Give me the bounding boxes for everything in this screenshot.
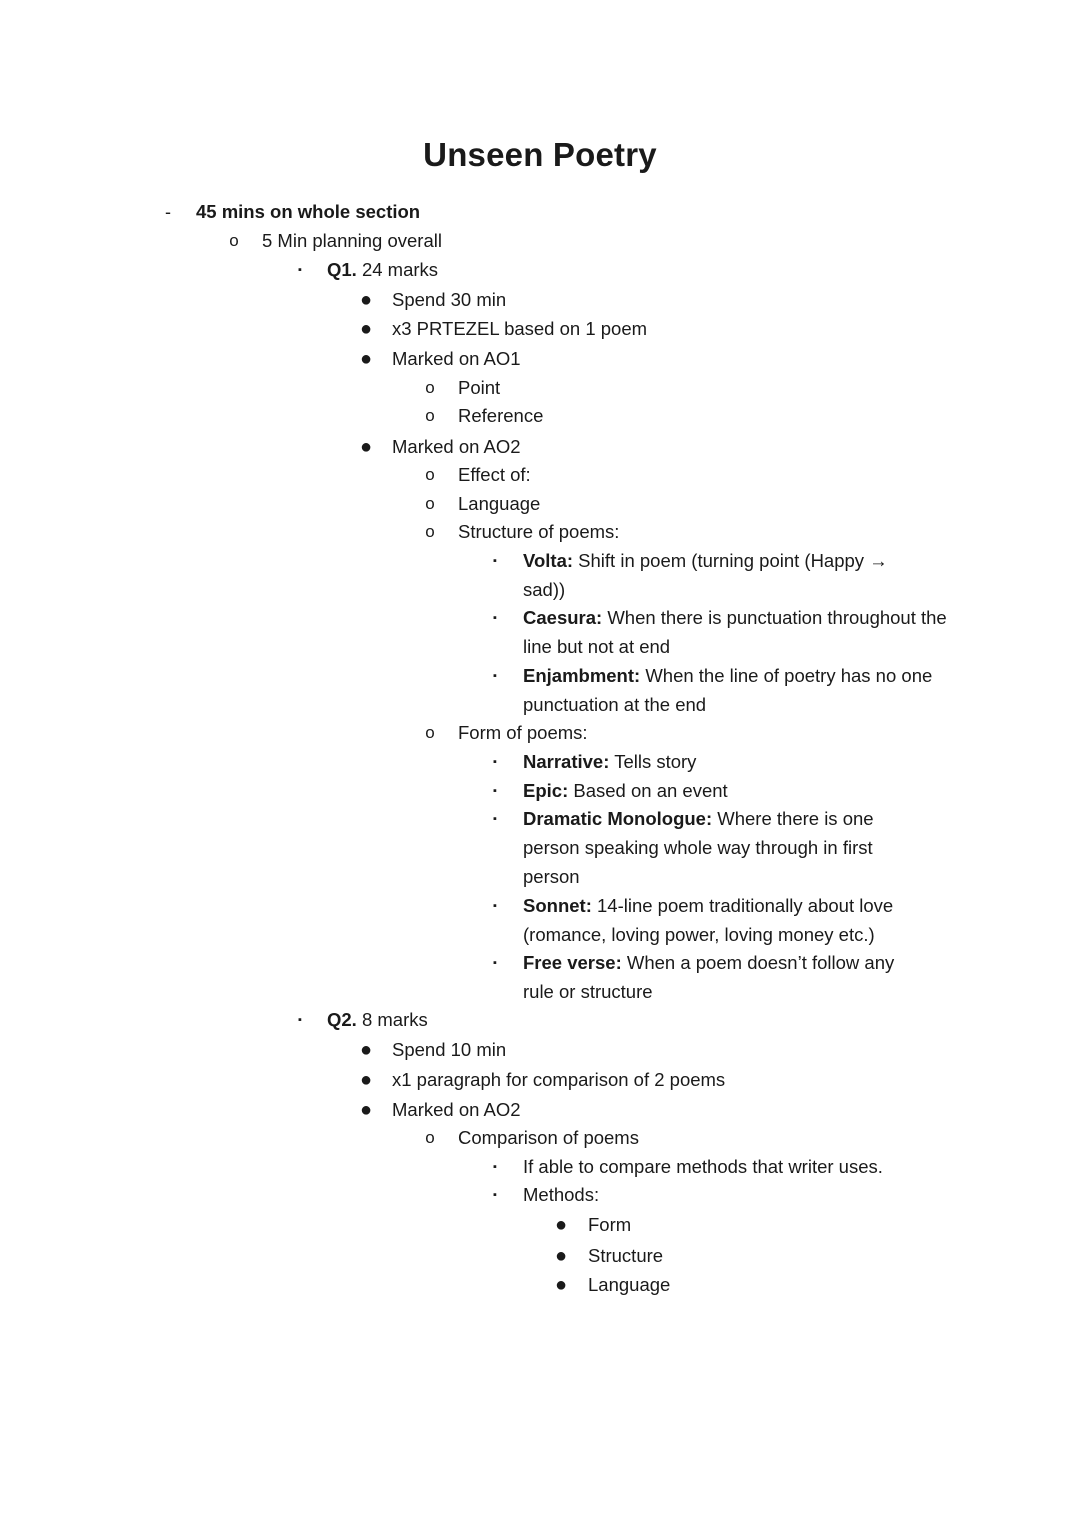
square-marker: ▪ (493, 670, 497, 682)
note-time-total: 45 mins on whole section (196, 201, 421, 222)
q2-paragraph: x1 paragraph for comparison of 2 poems (392, 1069, 726, 1090)
q1-reference: Reference (458, 405, 544, 426)
square-marker: ▪ (493, 756, 497, 768)
square-marker: ▪ (493, 555, 497, 567)
square-marker: ▪ (493, 612, 497, 624)
term-free-verse (523, 948, 928, 1006)
method-form: Form (588, 1214, 632, 1235)
circle-marker: o (425, 465, 435, 484)
square-marker: ▪ (493, 1161, 497, 1173)
method-structure: Structure (588, 1245, 664, 1266)
term-definition: When there is punctuation throughout the line but not at end (523, 607, 947, 657)
square-marker: ▪ (493, 1189, 497, 1201)
term-label: Volta: (523, 550, 574, 571)
q2-methods: Methods: (523, 1184, 600, 1205)
circle-marker: o (229, 231, 239, 250)
circle-marker: o (425, 494, 435, 513)
term-label: Caesura: (523, 607, 603, 628)
term-label: Enjambment: (523, 665, 641, 686)
term-definition: Where there is one person speaking whole way through in first person (523, 808, 874, 887)
note-planning: 5 Min planning overall (262, 230, 442, 251)
q1-marks: 24 marks (356, 259, 439, 280)
term-label: Epic: (523, 780, 569, 801)
q2-ao2: Marked on AO2 (392, 1099, 521, 1120)
term-caesura (523, 603, 953, 661)
q1-effect: Effect of: (458, 464, 531, 485)
q1-pretzel: x3 PRTEZEL based on 1 poem (392, 318, 648, 339)
bullet-marker: ● (359, 318, 373, 340)
q1-heading (327, 258, 438, 282)
method-language: Language (588, 1274, 671, 1295)
bullet-marker: ● (359, 289, 373, 311)
circle-marker: o (425, 406, 435, 425)
q2-comparison: Comparison of poems (458, 1127, 639, 1148)
bullet-marker: ● (554, 1214, 568, 1236)
q2-heading (327, 1008, 428, 1032)
bullet-marker: ● (359, 348, 373, 370)
q1-structure: Structure of poems: (458, 521, 620, 542)
dash-marker: - (165, 202, 171, 222)
q1-ao1: Marked on AO1 (392, 348, 521, 369)
q1-label: Q1. (327, 259, 357, 280)
circle-marker: o (425, 522, 435, 541)
square-marker: ▪ (493, 785, 497, 797)
square-marker: ▪ (298, 1014, 302, 1026)
q2-marks: 8 marks (356, 1009, 428, 1030)
term-dramatic-monologue (523, 804, 913, 891)
q1-ao2: Marked on AO2 (392, 436, 521, 457)
term-definition: 14-line poem traditionally about love (romance, loving power, loving money etc.) (523, 895, 894, 945)
bullet-marker: ● (554, 1245, 568, 1267)
bullet-marker: ● (359, 1099, 373, 1121)
term-label: Narrative: (523, 751, 610, 772)
term-label: Sonnet: (523, 895, 592, 916)
q1-form: Form of poems: (458, 722, 588, 743)
circle-marker: o (425, 378, 435, 397)
square-marker: ▪ (493, 900, 497, 912)
page-title: Unseen Poetry (423, 136, 657, 173)
term-volta (523, 546, 928, 604)
term-definition: Based on an event (568, 780, 728, 801)
circle-marker: o (425, 723, 435, 742)
q2-spend: Spend 10 min (392, 1039, 507, 1060)
term-definition: When a poem doesn’t follow any rule or structure (523, 952, 895, 1002)
term-label: Dramatic Monologue: (523, 808, 713, 829)
bullet-marker: ● (554, 1274, 568, 1296)
term-label: Free verse: (523, 952, 622, 973)
bullet-marker: ● (359, 1069, 373, 1091)
term-definition: Tells story (609, 751, 697, 772)
q2-compare: If able to compare methods that writer uses. (523, 1156, 883, 1177)
square-marker: ▪ (298, 264, 302, 276)
term-enjambment (523, 661, 938, 719)
square-marker: ▪ (493, 813, 497, 825)
term-definition: When the line of poetry has no one punctuation at the end (523, 665, 933, 715)
q1-language: Language (458, 493, 541, 514)
term-sonnet (523, 891, 933, 949)
q1-spend: Spend 30 min (392, 289, 507, 310)
term-epic (523, 779, 728, 803)
q2-label: Q2. (327, 1009, 357, 1030)
circle-marker: o (425, 1128, 435, 1147)
square-marker: ▪ (493, 957, 497, 969)
term-definition: Shift in poem (turning point (Happy → sad)) (523, 550, 888, 600)
bullet-marker: ● (359, 1039, 373, 1061)
term-narrative (523, 750, 696, 774)
q1-point: Point (458, 377, 501, 398)
bullet-marker: ● (359, 436, 373, 458)
